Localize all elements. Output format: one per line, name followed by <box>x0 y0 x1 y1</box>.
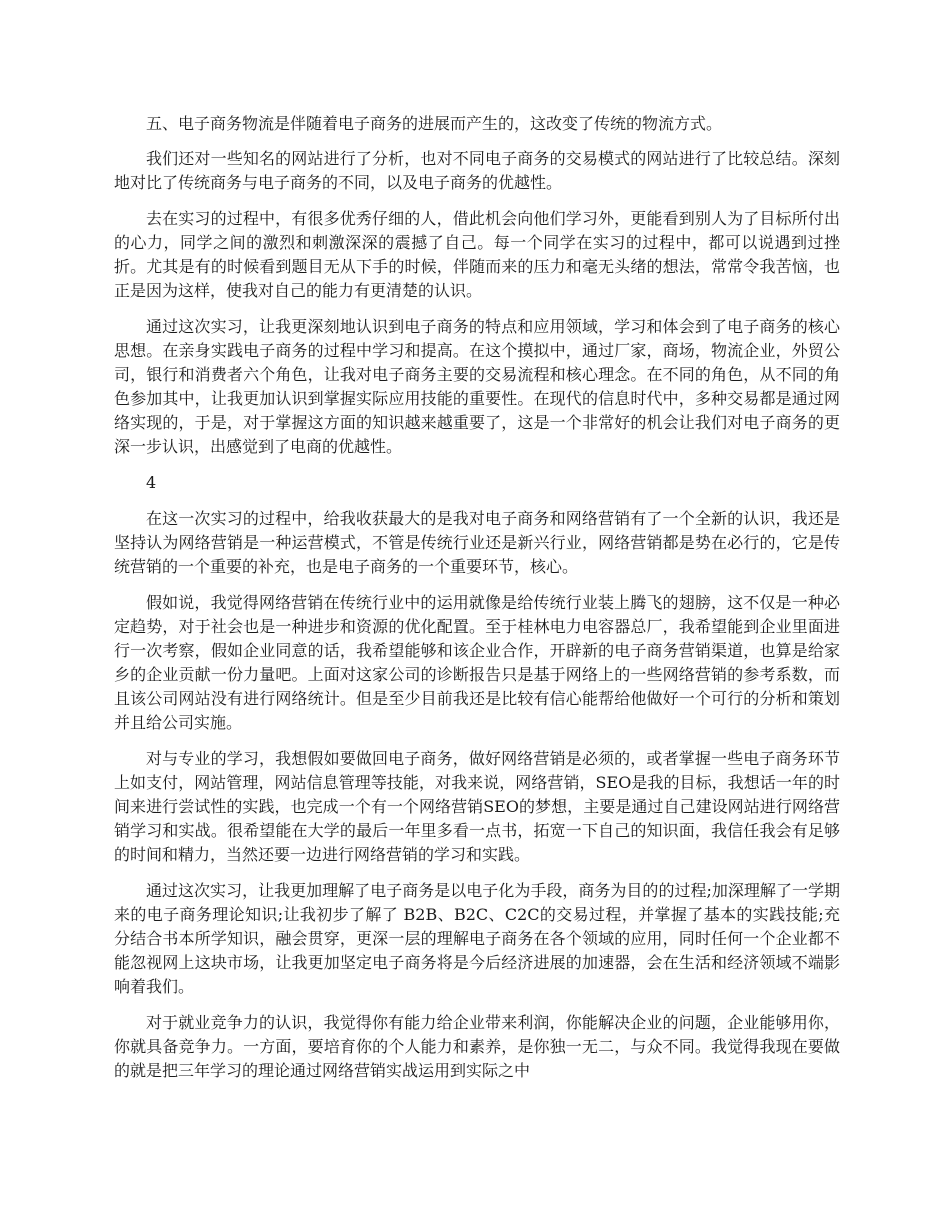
paragraph-internship-process: 去在实习的过程中，有很多优秀仔细的人，借此机会向他们学习外，更能看到别人为了目标所付出的心力，同学之间的激烈和刺激深深的震撼了自己。每一个同学在实习的过程中，都可以说遇到过挫折。尤其是有的时候看到题目无从下手的时候，伴随而来的压力和毫无头绪的想法，常常令我苦恼，也正是因为这样，使我对自己的能力有更清楚的认识。 <box>114 209 840 300</box>
paragraph-internship-summary: 通过这次实习，让我更加理解了电子商务是以电子化为手段，商务为目的的过程;加深理解了一学期来的电子商务理论知识;让我初步了解了 B2B、B2C、C2C的交易过程，并掌握了基本的实践技能;充分结合书本所学知识，融会贯穿，更深一层的理解电子商务在各个领域的应用，同时任何一个企业都不能忽视网上这块市场，让我更加坚定电子商务将是今后经济进展的加速器，会在生活和经济领域不端影响着我们。 <box>114 881 840 996</box>
paragraph-professional-study: 对与专业的学习，我想假如要做回电子商务，做好网络营销是必须的，或者掌握一些电子商务环节上如支付，网站管理，网站信息管理等技能，对我来说，网络营销，SEO是我的目标，我想话一年的时间来进行尝试性的实践，也完成一个有一个网络营销SEO的梦想，主要是通过自己建设网站进行网络营销学习和实战。很希望能在大学的最后一年里多看一点书，拓宽一下自己的知识面，我信任我会有足够的时间和精力，当然还要一边进行网络营销的学习和实践。 <box>114 749 840 864</box>
paragraph-website-analysis: 我们还对一些知名的网站进行了分析，也对不同电子商务的交易模式的网站进行了比较总结。深刻地对比了传统商务与电子商务的不同，以及电子商务的优越性。 <box>114 149 840 192</box>
document-page <box>114 112 840 1095</box>
paragraph-guilin-enterprise: 假如说，我觉得网络营销在传统行业中的运用就像是给传统行业装上腾飞的翅膀，这不仅是一种必定趋势，对于社会也是一种进步和资源的优化配置。至于桂林电力电容器总厂，我希望能到企业里面进行一次考察，假如企业同意的话，我希望能够和该企业合作，开辟新的电子商务营销渠道，也算是给家乡的企业贡献一份力量吧。上面对这家公司的诊断报告只是基于网络上的一些网络营销的参考系数，而且该公司网站没有进行网络统计。但是至少目前我还是比较有信心能帮给他做好一个可行的分析和策划并且给公司实施。 <box>114 593 840 732</box>
page-number: 4 <box>146 473 157 492</box>
paragraph-employment-competitiveness: 对于就业竞争力的认识，我觉得你有能力给企业带来利润，你能解决企业的问题，企业能够用你，你就具备竞争力。一方面，要培育你的个人能力和素养，是你独一无二，与众不同。我觉得我现在要做的就是把三年学习的理论通过网络营销实战运用到实际之中 <box>114 1013 840 1080</box>
paragraph-network-marketing: 在这一次实习的过程中，给我收获最大的是我对电子商务和网络营销有了一个全新的认识，我还是坚持认为网络营销是一种运营模式，不管是传统行业还是新兴行业，网络营销都是势在必行的，它是传统营销的一个重要的补充，也是电子商务的一个重要环节，核心。 <box>114 509 840 576</box>
paragraph-ecommerce-insight: 通过这次实习，让我更深刻地认识到电子商务的特点和应用领域，学习和体会到了电子商务的核心思想。在亲身实践电子商务的过程中学习和提高。在这个摸拟中，通过厂家，商场，物流企业，外贸公司，银行和消费者六个角色，让我对电子商务主要的交易流程和核心理念。在不同的角色，从不同的角色参加其中，让我更加认识到掌握实际应用技能的重要性。在现代的信息时代中，多种交易都是通过网络实现的，于是，对于掌握这方面的知识越来越重要了，这是一个非常好的机会让我们对电子商务的更深一步认识，出感觉到了电商的优越性。 <box>114 317 840 456</box>
paragraph-logistics-heading: 五、电子商务物流是伴随着电子商务的进展而产生的，这改变了传统的物流方式。 <box>146 114 723 133</box>
